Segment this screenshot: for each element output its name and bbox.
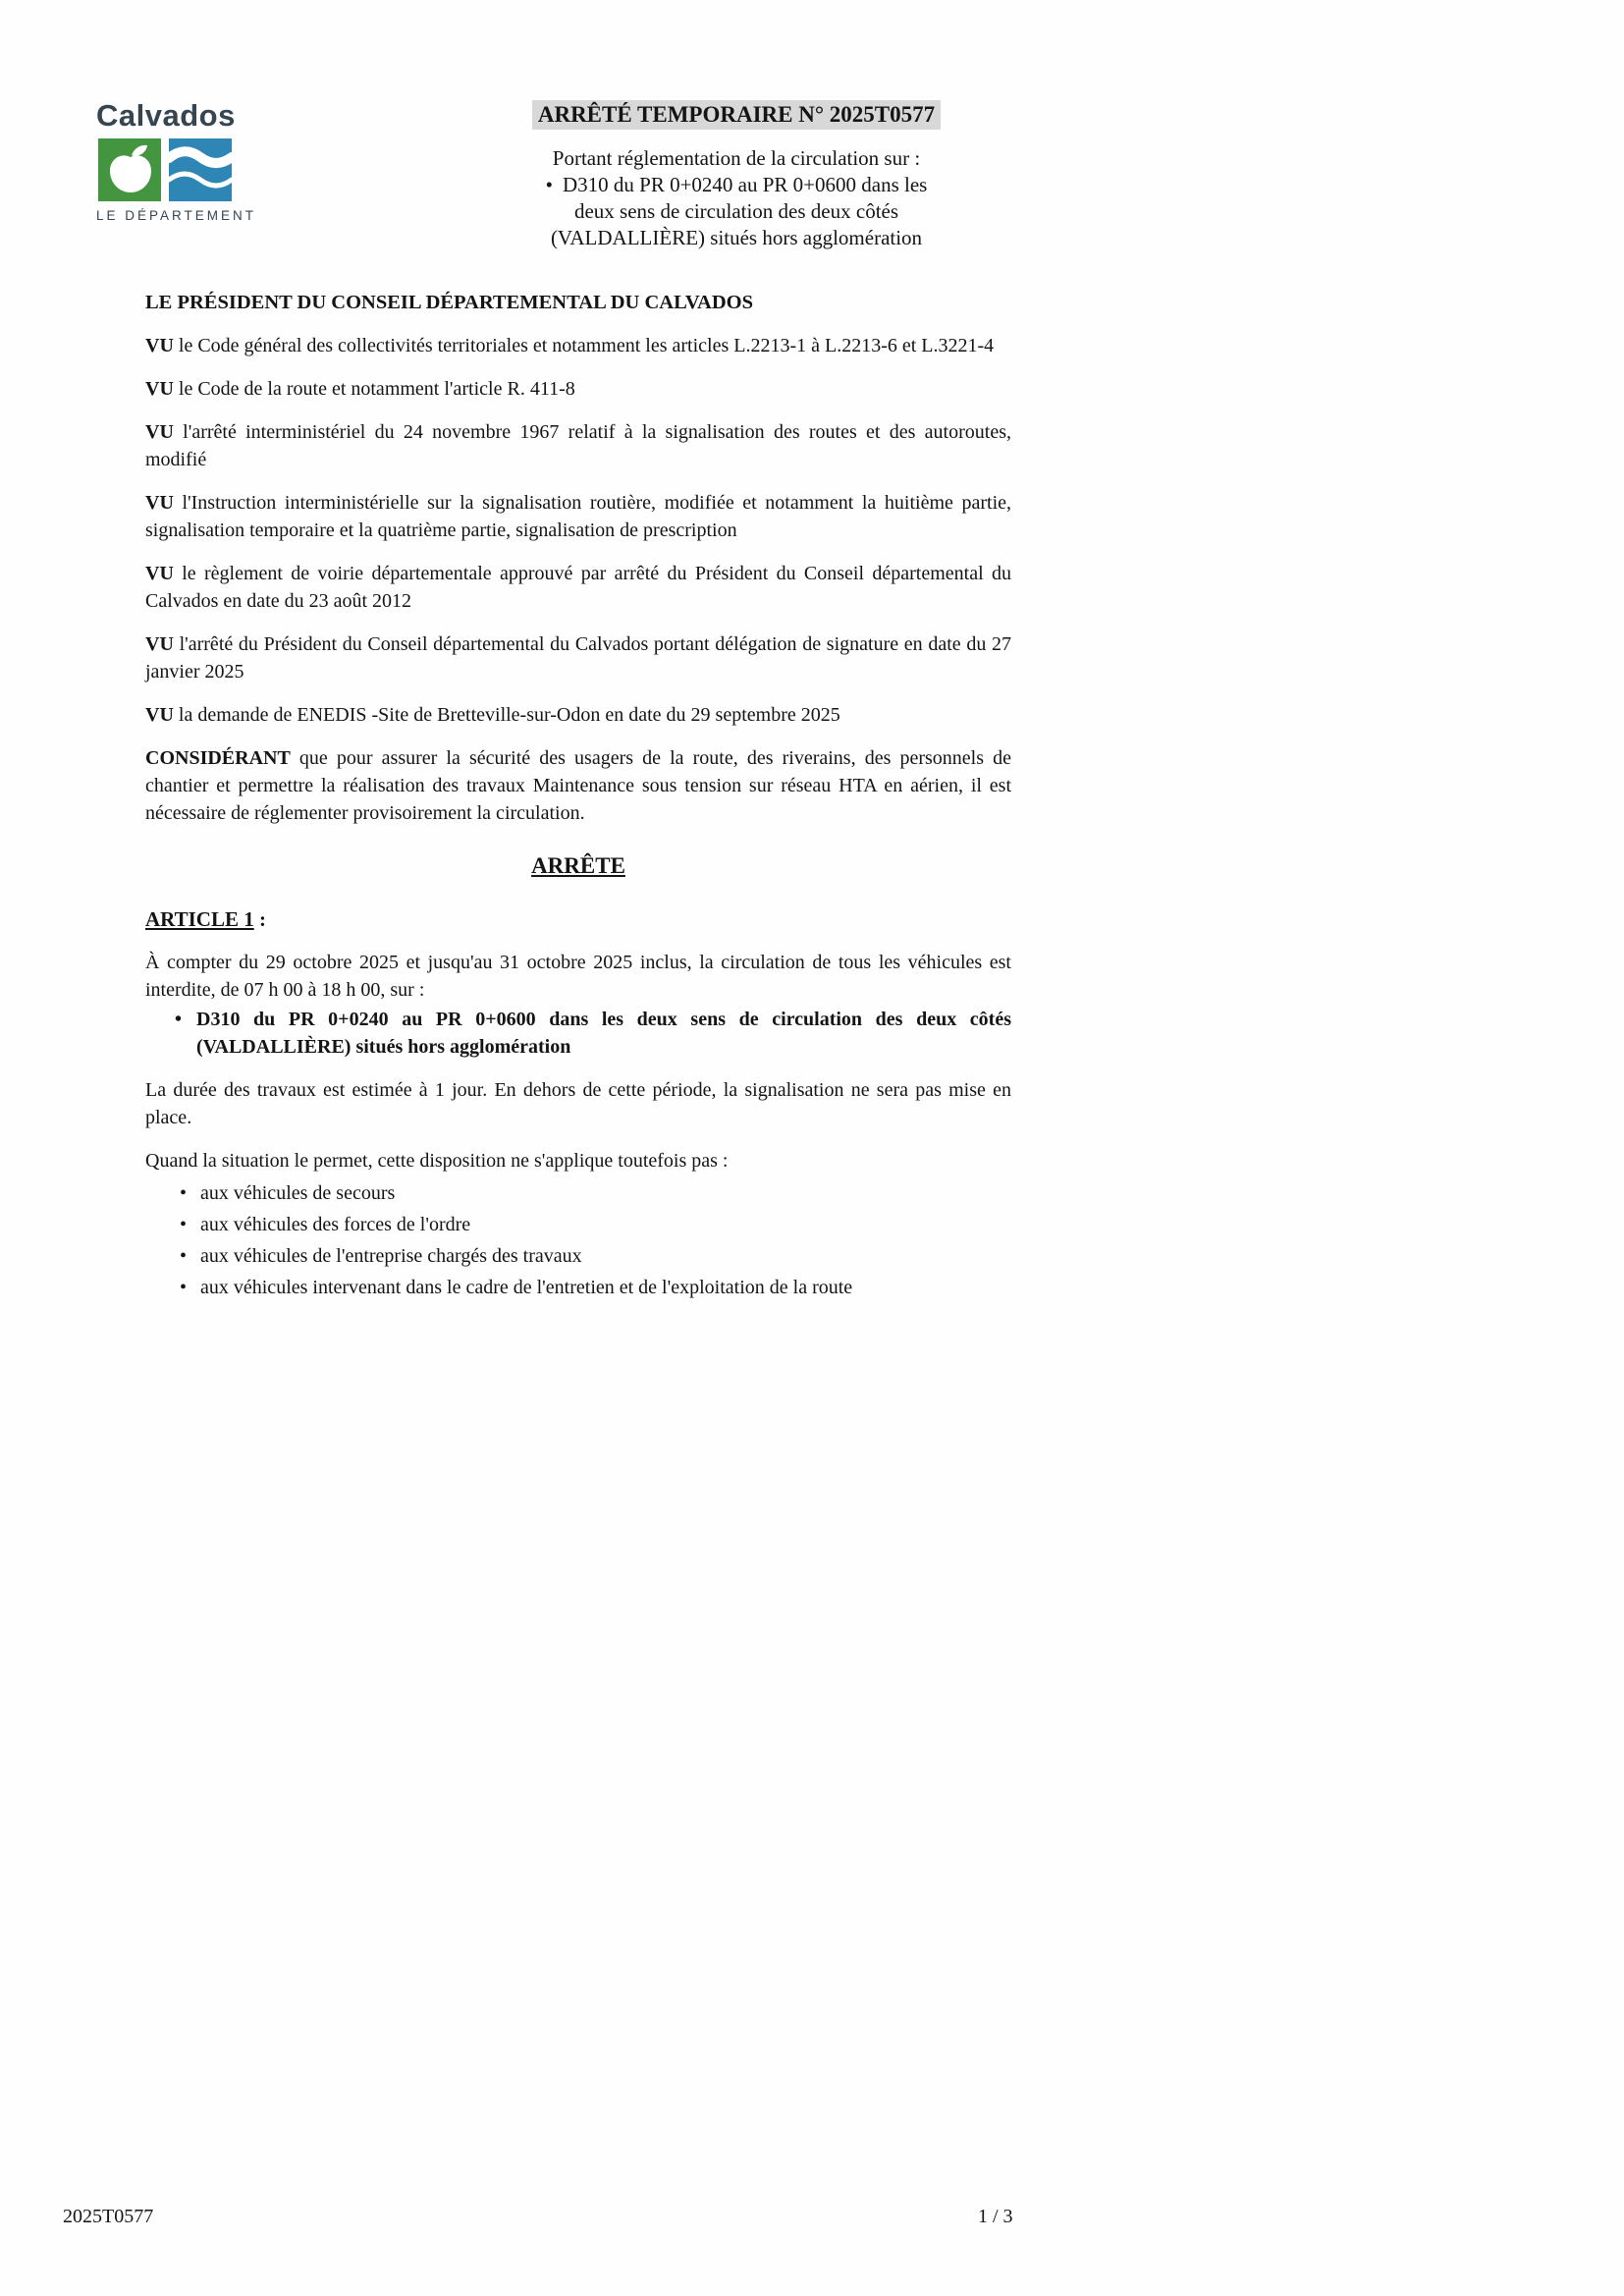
vu-clause — [145, 418, 1011, 473]
considerant-text: que pour assurer la sécurité des usagers de la route, des riverains, des personnels de chantier et permettre la réalisation des travaux Maintenance sous tension sur réseau HTA en aérien, il est nécessaire de réglementer provisoirement la circulation. — [145, 747, 1011, 824]
exceptions-intro: Quand la situation le permet, cette disposition ne s'applique toutefois pas : — [145, 1150, 729, 1172]
vu-clause — [145, 560, 1011, 615]
document-header — [530, 100, 943, 251]
vu-clause — [145, 375, 1011, 403]
header-subject — [530, 172, 943, 251]
president-line: LE PRÉSIDENT DU CONSEIL DÉPARTEMENTAL DU CALVADOS — [145, 292, 753, 313]
vu-label: VU — [145, 633, 174, 655]
exception-item — [180, 1273, 1011, 1302]
calvados-logo — [96, 98, 263, 223]
logo-tagline: LE DÉPARTEMENT — [96, 208, 257, 223]
bullet-icon: • — [180, 1245, 188, 1267]
exception-item — [180, 1178, 1011, 1208]
exception-text: aux véhicules de l'entreprise chargés des travaux — [200, 1245, 582, 1267]
vu-text: la demande de ENEDIS -Site de Bretteville-sur-Odon en date du 29 septembre 2025 — [178, 704, 840, 726]
exception-text: aux véhicules des forces de l'ordre — [200, 1214, 471, 1235]
exception-text: aux véhicules intervenant dans le cadre de l'entretien et de l'exploitation de la route — [200, 1277, 853, 1298]
document-title: ARRÊTÉ TEMPORAIRE N° 2025T0577 — [532, 100, 941, 130]
bullet-icon: • — [175, 1009, 183, 1030]
bullet-icon: • — [180, 1214, 188, 1235]
vu-text: le règlement de voirie départementale approuvé par arrêté du Président du Conseil départemental du Calvados en date du 23 août 2012 — [145, 563, 1011, 612]
bullet-icon: • — [180, 1182, 188, 1204]
calvados-logo-icon — [96, 138, 234, 201]
article1-intro: À compter du 29 octobre 2025 et jusqu'au 31 octobre 2025 inclus, la circulation de tous les véhicules est interdite, de 07 h 00 à 18 h 00, sur : — [145, 952, 1011, 1001]
document-body — [145, 289, 1011, 1302]
vu-clause — [145, 332, 1011, 359]
header-subject-text: D310 du PR 0+0240 au PR 0+0600 dans les deux sens de circulation des deux côtés (VALDALLIÈRE) situés hors agglomération — [550, 173, 928, 249]
considerant-label: CONSIDÉRANT — [145, 747, 291, 769]
duration-paragraph: La durée des travaux est estimée à 1 jour. En dehors de cette période, la signalisation ne sera pas mise en place. — [145, 1079, 1011, 1128]
vu-text: le Code général des collectivités territoriales et notamment les articles L.2213-1 à L.2213-6 et L.3221-4 — [178, 335, 995, 356]
vu-label: VU — [145, 492, 174, 514]
exception-item — [180, 1241, 1011, 1271]
article1-heading-suffix: : — [253, 907, 266, 931]
arrete-heading — [145, 852, 1011, 880]
vu-text: l'arrêté du Président du Conseil départemental du Calvados portant délégation de signature en date du 27 janvier 2025 — [145, 633, 1012, 683]
vu-label: VU — [145, 563, 174, 584]
bullet-icon: • — [545, 173, 553, 196]
bullet-icon: • — [180, 1277, 188, 1298]
article1-heading — [145, 905, 1011, 933]
considerant-clause — [145, 744, 1011, 827]
exception-item — [180, 1210, 1011, 1239]
vu-label: VU — [145, 378, 174, 400]
vu-label: VU — [145, 421, 174, 443]
vu-text: l'arrêté interministériel du 24 novembre 1967 relatif à la signalisation des routes et des autoroutes, modifié — [145, 421, 1011, 470]
vu-clause — [145, 701, 1011, 729]
logo-wordmark: Calvados — [96, 98, 236, 133]
footer-reference: 2025T0577 — [63, 2206, 154, 2227]
exception-text: aux véhicules de secours — [200, 1182, 396, 1204]
article1-heading-text: ARTICLE 1 — [145, 907, 254, 931]
article1-subject-list — [175, 1006, 1011, 1061]
exceptions-list — [180, 1178, 1011, 1302]
vu-label: VU — [145, 335, 174, 356]
vu-text: l'Instruction interministérielle sur la signalisation routière, modifiée et notamment la huitième partie, signalisation temporaire et la quatrième partie, signalisation de prescription — [145, 492, 1011, 541]
vu-clause — [145, 630, 1011, 685]
footer-page-number: 1 / 3 — [978, 2206, 1013, 2227]
vu-clause — [145, 489, 1011, 544]
header-subtitle: Portant réglementation de la circulation sur : — [552, 146, 921, 170]
vu-label: VU — [145, 704, 174, 726]
article1-subject-text: D310 du PR 0+0240 au PR 0+0600 dans les deux sens de circulation des deux côtés (VALDALLIÈRE) situés hors agglomération — [196, 1009, 1011, 1058]
article1-subject-item — [175, 1006, 1011, 1061]
arrete-heading-text: ARRÊTE — [531, 853, 625, 878]
vu-text: le Code de la route et notamment l'article R. 411-8 — [178, 378, 575, 400]
